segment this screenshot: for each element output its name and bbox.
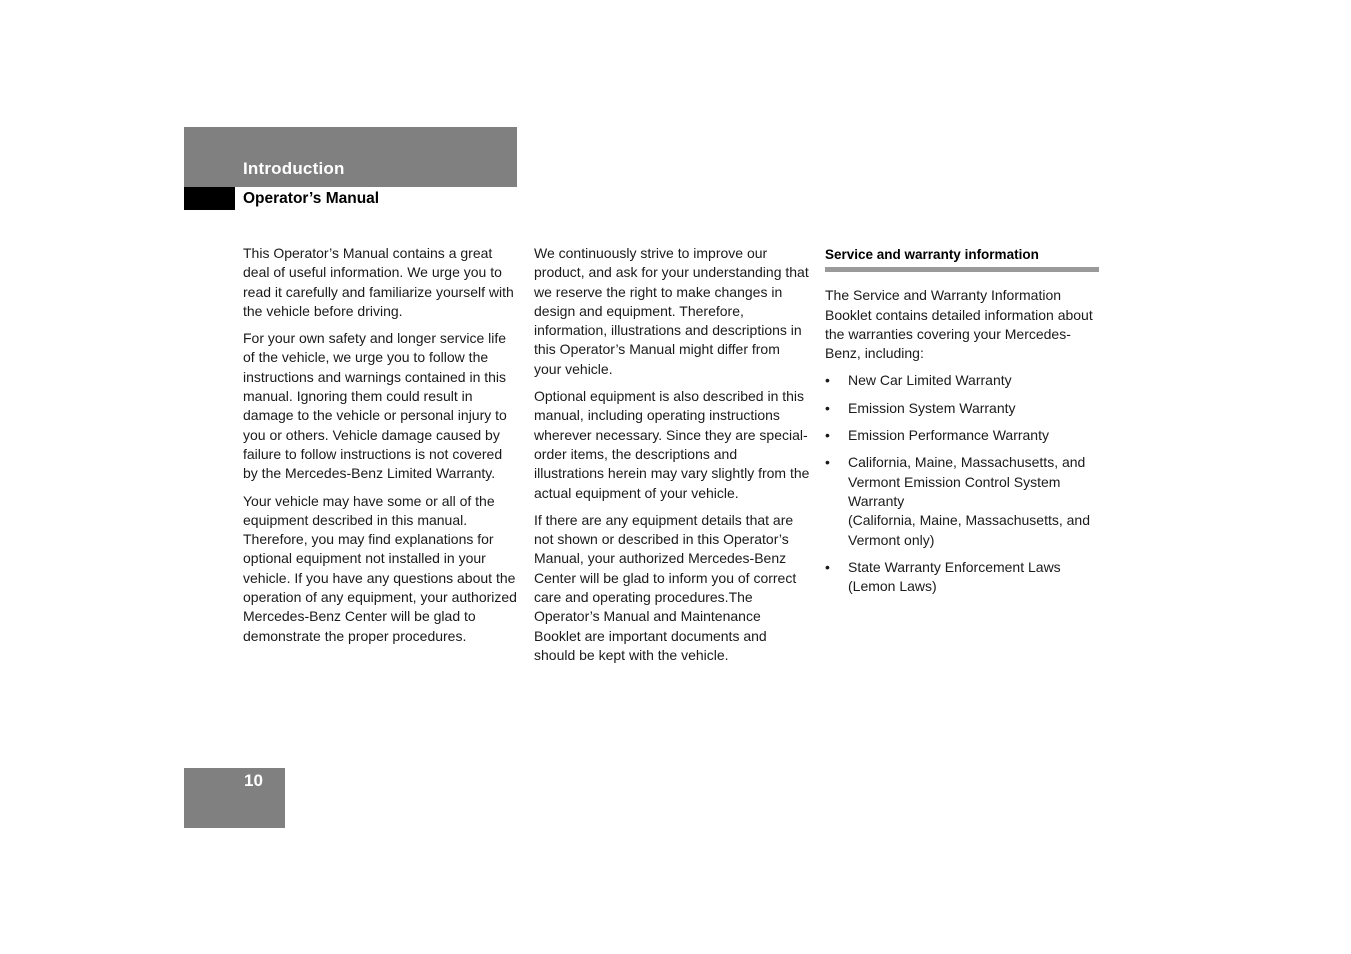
paragraph: Your vehicle may have some or all of the equipment described in this manual. Therefore, you may find explanations for optional equipment not installed in your vehicle. If you have any questions about the operation of any equipment, your authorized Mercedes-Benz Center will be glad to demonstrate the proper procedures. (243, 492, 517, 644)
warranty-list (825, 371, 1099, 596)
warranty-heading: Service and warranty information (825, 245, 1099, 272)
text-column-1 (243, 244, 519, 654)
subsection-title: Operator’s Manual (243, 190, 380, 207)
warranty-intro: The Service and Warranty Information Booklet contains detailed information about the warranties covering your Mercedes-Benz, including: (825, 287, 1093, 362)
paragraph: We continuously strive to improve our product, and ask for your understanding that we reserve the right to make changes in design and equipment. Therefore, information, illustrations and descriptions in this Operator’s Manual might differ from your vehicle. (534, 245, 809, 377)
paragraph: This Operator’s Manual contains a great deal of useful information. We urge you to read it carefully and familiarize yourself with the vehicle before driving. (243, 245, 514, 319)
list-item (825, 399, 1099, 418)
bullet-icon: • (825, 372, 830, 389)
text-column-3 (825, 244, 1099, 604)
paragraph: Optional equipment is also described in this manual, including operating instructions wherever necessary. Since they are special-order items, the descriptions and illustrations herein may vary slightly from the actual equipment of your vehicle. (534, 388, 810, 501)
list-item-text: New Car Limited Warranty (848, 372, 1012, 389)
page-number-box (184, 768, 285, 828)
bullet-icon: • (825, 427, 830, 444)
paragraph: For your own safety and longer service life of the vehicle, we urge you to follow the instructions and warnings contained in this manual. Ignoring them could result in damage to the vehicle or personal injury to you or others. Vehicle damage caused by failure to follow instructions is not covered by the Mercedes-Benz Limited Warranty. (243, 330, 507, 482)
list-item-text: Emission Performance Warranty (848, 427, 1049, 444)
page-number: 10 (244, 771, 263, 790)
list-item (825, 558, 1099, 597)
list-item (825, 426, 1099, 445)
list-item (825, 371, 1099, 390)
list-item-text: Emission System Warranty (848, 399, 1016, 416)
bullet-icon: • (825, 399, 830, 416)
text-column-2 (534, 244, 810, 673)
list-item (825, 453, 1099, 549)
section-marker-tab (184, 187, 235, 210)
bullet-icon: • (825, 558, 830, 575)
list-item-text: State Warranty Enforcement Laws (Lemon Laws) (848, 558, 1061, 595)
list-item-text: California, Maine, Massachusetts, and Vermont Emission Control System Warranty (California, Maine, Massachusetts, and Vermont only) (848, 454, 1090, 548)
paragraph: If there are any equipment details that are not shown or described in this Operator’s Manual, your authorized Mercedes-Benz Center will be glad to inform you of correct care and operating procedures.The Operator’s Manual and Maintenance Booklet are important documents and should be kept with the vehicle. (534, 511, 797, 663)
section-title: Introduction (243, 159, 345, 178)
bullet-icon: • (825, 454, 830, 471)
header-band (184, 127, 517, 187)
